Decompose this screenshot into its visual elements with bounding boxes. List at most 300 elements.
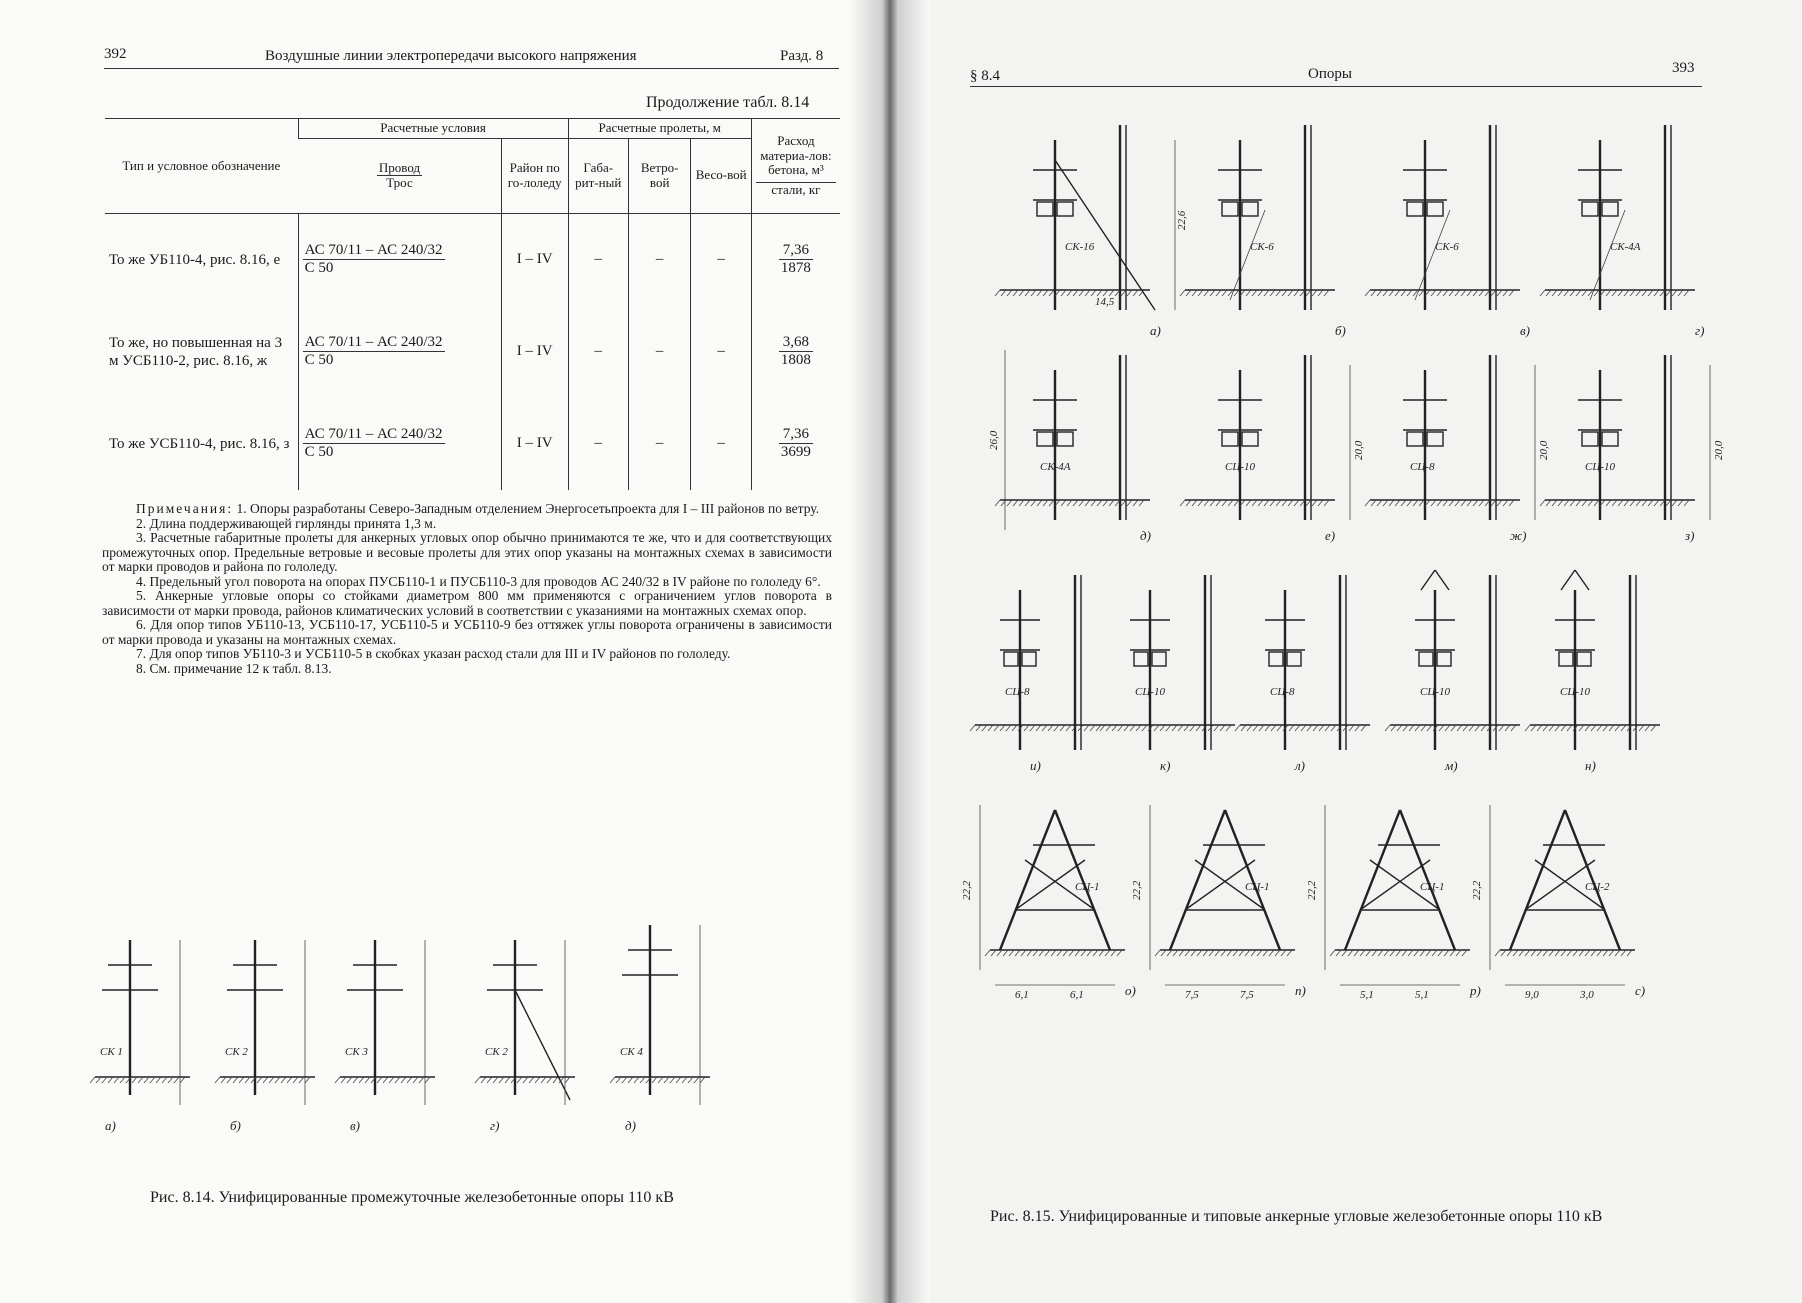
ground-hatch xyxy=(1235,725,1240,731)
cell-steel: 1878 xyxy=(780,260,811,277)
ground-hatch xyxy=(1190,725,1195,731)
insulator-box xyxy=(1419,652,1433,666)
ground-hatch xyxy=(425,1077,430,1083)
notes-heading: Примечания: xyxy=(136,501,234,516)
ground-hatch xyxy=(1031,500,1036,506)
pole-label: СК-4А xyxy=(1610,241,1641,253)
cell-cable: С 50 xyxy=(304,352,334,369)
ground-hatch xyxy=(1301,725,1306,731)
ground-hatch xyxy=(1509,290,1514,296)
ground-hatch xyxy=(1121,500,1126,506)
ground-hatch xyxy=(994,725,999,731)
ground-hatch xyxy=(1445,725,1450,731)
ground-hatch xyxy=(1360,950,1365,956)
ground-hatch xyxy=(1106,725,1111,731)
ground-hatch xyxy=(1180,500,1185,506)
subfigure-label: в) xyxy=(350,1118,360,1133)
ground-hatch xyxy=(1555,950,1560,956)
ground-hatch xyxy=(982,725,987,731)
ground-hatch xyxy=(1127,290,1132,296)
note-8: 8. См. примечание 12 к табл. 8.13. xyxy=(136,660,332,676)
ground-hatch xyxy=(275,1077,280,1083)
ground-hatch xyxy=(1377,290,1382,296)
ground-hatch xyxy=(1591,950,1596,956)
cell-wire-cable xyxy=(298,398,501,490)
dim-base: 5,1 xyxy=(1415,989,1429,1001)
pole-label: СК-6 xyxy=(1435,241,1459,253)
ground-hatch xyxy=(1475,725,1480,731)
ground-hatch xyxy=(1684,290,1689,296)
ground-hatch xyxy=(1210,290,1215,296)
ground-hatch xyxy=(1324,290,1329,296)
ground-hatch xyxy=(622,1077,627,1083)
ground-hatch xyxy=(616,1077,621,1083)
ground-hatch xyxy=(215,1077,220,1083)
running-title-left: Воздушные линии электропередачи высокого напряжения xyxy=(265,48,637,64)
ground-hatch xyxy=(1597,725,1602,731)
ground-hatch xyxy=(1491,290,1496,296)
cell-type: То же, но повышенная на 3 м УСБ110-2, рис. 8.16, ж xyxy=(109,334,283,369)
ground-hatch xyxy=(1133,500,1138,506)
ground-hatch xyxy=(1033,950,1038,956)
ground-hatch xyxy=(1462,950,1467,956)
ground-hatch xyxy=(1654,500,1659,506)
ground-hatch xyxy=(1198,290,1203,296)
ground-hatch xyxy=(245,1077,250,1083)
ground-hatch xyxy=(1069,950,1074,956)
ground-hatch xyxy=(1079,290,1084,296)
tower-leg xyxy=(1170,810,1225,950)
cell-steel: 1808 xyxy=(780,352,811,369)
ground-hatch xyxy=(1312,500,1317,506)
th-design-conditions: Расчетные условия xyxy=(298,119,568,139)
peak xyxy=(1435,570,1449,590)
ground-hatch xyxy=(221,1077,226,1083)
ground-hatch xyxy=(1431,500,1436,506)
ground-hatch xyxy=(1636,290,1641,296)
ground-hatch xyxy=(1389,290,1394,296)
ground-hatch xyxy=(1263,950,1268,956)
ground-hatch xyxy=(1210,500,1215,506)
pole-label: СЦ-1 xyxy=(1420,881,1445,893)
ground-hatch xyxy=(1678,500,1683,506)
dim-height: 22,2 xyxy=(961,880,973,900)
ground-hatch xyxy=(1204,500,1209,506)
ground-hatch xyxy=(481,1077,486,1083)
ground-hatch xyxy=(1331,725,1336,731)
ground-hatch xyxy=(1419,500,1424,506)
ground-hatch xyxy=(1270,290,1275,296)
ground-hatch xyxy=(1085,290,1090,296)
cell-wire: АС 70/11 – АС 240/32 xyxy=(304,426,443,443)
ground-hatch xyxy=(1012,725,1017,731)
ground-hatch xyxy=(1186,290,1191,296)
ground-hatch xyxy=(162,1077,167,1083)
cell-concrete: 7,36 xyxy=(779,426,813,444)
ground-hatch xyxy=(1501,950,1506,956)
ground-hatch xyxy=(1473,290,1478,296)
cell-wind: – xyxy=(628,306,690,398)
ground-hatch xyxy=(1294,500,1299,506)
ground-hatch xyxy=(1558,290,1563,296)
ground-hatch xyxy=(1318,500,1323,506)
ground-hatch xyxy=(1377,500,1382,506)
insulator-box xyxy=(1152,652,1166,666)
ground-hatch xyxy=(1427,725,1432,731)
th-wire: Провод xyxy=(378,159,421,175)
ground-hatch xyxy=(1415,725,1420,731)
subfigure-label: г) xyxy=(1695,323,1705,338)
ground-hatch xyxy=(1226,725,1231,731)
ground-hatch xyxy=(1385,725,1390,731)
ground-hatch xyxy=(1252,290,1257,296)
ground-hatch xyxy=(1081,950,1086,956)
ground-hatch xyxy=(1027,950,1032,956)
ground-hatch xyxy=(1540,290,1545,296)
ground-hatch xyxy=(1543,725,1548,731)
cell-weight: – xyxy=(691,213,751,306)
ground-hatch xyxy=(1419,290,1424,296)
ground-hatch xyxy=(1624,290,1629,296)
ground-hatch xyxy=(1289,725,1294,731)
ground-hatch xyxy=(1180,290,1185,296)
ground-hatch xyxy=(1395,290,1400,296)
ground-hatch xyxy=(1365,290,1370,296)
ground-hatch xyxy=(565,1077,570,1083)
ground-hatch xyxy=(1396,950,1401,956)
ground-hatch xyxy=(988,725,993,731)
ground-hatch xyxy=(227,1077,232,1083)
ground-hatch xyxy=(1672,290,1677,296)
ground-hatch xyxy=(1258,290,1263,296)
ground-hatch xyxy=(1555,725,1560,731)
ground-hatch xyxy=(1612,500,1617,506)
ground-hatch xyxy=(1075,950,1080,956)
ground-hatch xyxy=(1443,290,1448,296)
ground-hatch xyxy=(1160,725,1165,731)
ground-hatch xyxy=(1451,725,1456,731)
ground-hatch xyxy=(1564,500,1569,506)
ground-hatch xyxy=(1282,500,1287,506)
insulator-box xyxy=(1582,432,1598,446)
subfigure-label: и) xyxy=(1030,758,1041,773)
ground-hatch xyxy=(1437,500,1442,506)
ground-hatch xyxy=(1173,950,1178,956)
tower-leg xyxy=(1000,810,1055,950)
ground-hatch xyxy=(1079,500,1084,506)
ground-hatch xyxy=(991,950,996,956)
ground-hatch xyxy=(1133,290,1138,296)
ground-hatch xyxy=(1264,290,1269,296)
subfigure-label: з) xyxy=(1685,528,1695,543)
ground-hatch xyxy=(1395,500,1400,506)
ground-hatch xyxy=(1037,290,1042,296)
subfigure-label: д) xyxy=(625,1118,636,1133)
ground-hatch xyxy=(1019,500,1024,506)
ground-hatch xyxy=(1258,500,1263,506)
ground-hatch xyxy=(150,1077,155,1083)
ground-hatch xyxy=(1585,950,1590,956)
ground-hatch xyxy=(505,1077,510,1083)
ground-hatch xyxy=(1287,950,1292,956)
ground-hatch xyxy=(1552,290,1557,296)
th-wind: Ветро-вой xyxy=(628,138,690,213)
dim-height: 22,2 xyxy=(1471,880,1483,900)
ground-hatch xyxy=(419,1077,424,1083)
ground-hatch xyxy=(1621,950,1626,956)
ground-hatch xyxy=(1066,725,1071,731)
ground-hatch xyxy=(1112,725,1117,731)
ground-hatch xyxy=(1281,950,1286,956)
cell-type: То же УБ110-4, рис. 8.16, е xyxy=(109,251,281,268)
ground-hatch xyxy=(1597,950,1602,956)
ground-hatch xyxy=(1573,950,1578,956)
ground-hatch xyxy=(1042,725,1047,731)
ground-hatch xyxy=(535,1077,540,1083)
ground-hatch xyxy=(1085,500,1090,506)
ground-hatch xyxy=(1099,950,1104,956)
ground-hatch xyxy=(1276,500,1281,506)
ground-hatch xyxy=(281,1077,286,1083)
ground-hatch xyxy=(1618,500,1623,506)
ground-hatch xyxy=(610,1077,615,1083)
ground-hatch xyxy=(1306,500,1311,506)
ground-hatch xyxy=(293,1077,298,1083)
ground-hatch xyxy=(1313,725,1318,731)
pole-label: СЦ-8 xyxy=(1005,686,1030,698)
ground-hatch xyxy=(1639,725,1644,731)
guy-wire xyxy=(1055,160,1155,310)
ground-hatch xyxy=(1585,725,1590,731)
ground-hatch xyxy=(1105,950,1110,956)
note-5: 5. Анкерные угловые опоры со стойками диаметром 800 мм применяются с ограничением углов поворота в зависимости от марки провода, районов климатических условий в соответствии с указаниями на монтажных схемах опор. xyxy=(102,588,832,618)
ground-hatch xyxy=(1204,290,1209,296)
dim-height: 22,2 xyxy=(1306,880,1318,900)
ground-hatch xyxy=(970,725,975,731)
ground-hatch xyxy=(1073,290,1078,296)
ground-hatch xyxy=(1455,290,1460,296)
cell-cable: С 50 xyxy=(304,444,334,461)
ground-hatch xyxy=(1383,500,1388,506)
dim-height: 20,0 xyxy=(1538,440,1550,460)
ground-hatch xyxy=(1093,950,1098,956)
ground-hatch xyxy=(1461,500,1466,506)
ground-hatch xyxy=(1549,725,1554,731)
ground-hatch xyxy=(90,1077,95,1083)
ground-hatch xyxy=(1588,500,1593,506)
insulator-box xyxy=(1242,202,1258,216)
table-row xyxy=(105,213,840,306)
ground-hatch xyxy=(1603,725,1608,731)
insulator-box xyxy=(1559,652,1573,666)
ground-hatch xyxy=(1431,290,1436,296)
figure-8-15 xyxy=(960,100,1725,1160)
ground-hatch xyxy=(1001,290,1006,296)
cell-steel: 3699 xyxy=(780,444,811,461)
ground-hatch xyxy=(1461,290,1466,296)
ground-hatch xyxy=(1636,500,1641,506)
ground-hatch xyxy=(1203,950,1208,956)
ground-hatch xyxy=(1196,725,1201,731)
ground-hatch xyxy=(1130,725,1135,731)
ground-hatch xyxy=(1378,950,1383,956)
th-consumption xyxy=(751,119,840,214)
ground-hatch xyxy=(1306,290,1311,296)
ground-hatch xyxy=(359,1077,364,1083)
ground-hatch xyxy=(102,1077,107,1083)
ground-hatch xyxy=(1198,500,1203,506)
ground-hatch xyxy=(1073,500,1078,506)
insulator-box xyxy=(1602,202,1618,216)
pole-label: СК 4 xyxy=(620,1046,643,1058)
ground-hatch xyxy=(1307,725,1312,731)
ground-hatch xyxy=(1288,290,1293,296)
guy-wire xyxy=(1230,210,1265,300)
insulator-box xyxy=(1407,202,1423,216)
subfigure-label: п) xyxy=(1295,983,1306,998)
ground-hatch xyxy=(1609,950,1614,956)
dim-base: 7,5 xyxy=(1185,989,1199,1001)
ground-hatch xyxy=(1443,500,1448,506)
ground-hatch xyxy=(1684,500,1689,506)
ground-hatch xyxy=(353,1077,358,1083)
ground-hatch xyxy=(114,1077,119,1083)
ground-hatch xyxy=(1007,290,1012,296)
ground-hatch xyxy=(553,1077,558,1083)
ground-hatch xyxy=(1241,725,1246,731)
ground-hatch xyxy=(1564,290,1569,296)
dim-height: 22,6 xyxy=(1176,210,1188,230)
insulator-box xyxy=(1427,432,1443,446)
ground-hatch xyxy=(1234,500,1239,506)
ground-hatch xyxy=(1246,290,1251,296)
insulator-box xyxy=(1057,432,1073,446)
ground-hatch xyxy=(1228,500,1233,506)
dim-base: 9,0 xyxy=(1525,989,1539,1001)
ground-hatch xyxy=(1111,950,1116,956)
ground-hatch xyxy=(1672,500,1677,506)
ground-hatch xyxy=(365,1077,370,1083)
ground-hatch xyxy=(1561,725,1566,731)
dim-base: 6,1 xyxy=(1070,989,1084,1001)
ground-hatch xyxy=(1678,290,1683,296)
ground-hatch xyxy=(1576,500,1581,506)
insulator-box xyxy=(1582,202,1598,216)
ground-hatch xyxy=(1142,725,1147,731)
ground-hatch xyxy=(1091,500,1096,506)
ground-hatch xyxy=(547,1077,552,1083)
ground-hatch xyxy=(1288,500,1293,506)
ground-hatch xyxy=(1025,290,1030,296)
note-1: Примечания: 1. Опоры разработаны Северо-Западным отделением Энергосетьпроекта для I – III районов по ветру. xyxy=(136,501,820,516)
ground-hatch xyxy=(1060,725,1065,731)
ground-hatch xyxy=(487,1077,492,1083)
ground-hatch xyxy=(1609,725,1614,731)
dim-height: 20,0 xyxy=(1353,440,1365,460)
ground-hatch xyxy=(1118,725,1123,731)
ground-hatch xyxy=(1167,950,1172,956)
ground-hatch xyxy=(1618,290,1623,296)
ground-hatch xyxy=(1109,500,1114,506)
pole-label: СЦ-1 xyxy=(1075,881,1100,893)
dim-base: 5,1 xyxy=(1360,989,1374,1001)
ground-hatch xyxy=(269,1077,274,1083)
ground-hatch xyxy=(1325,725,1330,731)
cell-wire-cable xyxy=(298,213,501,306)
ground-hatch xyxy=(688,1077,693,1083)
insulator-box xyxy=(1287,652,1301,666)
ground-hatch xyxy=(1259,725,1264,731)
ground-hatch xyxy=(1021,950,1026,956)
ground-hatch xyxy=(1615,950,1620,956)
tower-leg xyxy=(1400,810,1455,950)
pole-label: СК-4А xyxy=(1040,461,1071,473)
ground-hatch xyxy=(1642,500,1647,506)
insulator-box xyxy=(1437,652,1451,666)
subfigure-label: а) xyxy=(1150,323,1161,338)
ground-hatch xyxy=(1365,500,1370,506)
ground-hatch xyxy=(1627,950,1632,956)
ground-hatch xyxy=(299,1077,304,1083)
ground-hatch xyxy=(1497,290,1502,296)
ground-hatch xyxy=(1355,725,1360,731)
ground-hatch xyxy=(1444,950,1449,956)
cell-gabarit: – xyxy=(568,306,628,398)
ground-hatch xyxy=(1139,500,1144,506)
ground-hatch xyxy=(1390,950,1395,956)
ground-hatch xyxy=(1246,500,1251,506)
ground-hatch xyxy=(341,1077,346,1083)
ground-hatch xyxy=(1543,950,1548,956)
ground-hatch xyxy=(640,1077,645,1083)
ground-hatch xyxy=(1166,725,1171,731)
ground-hatch xyxy=(1051,950,1056,956)
ground-hatch xyxy=(1401,500,1406,506)
pole-label: СК 3 xyxy=(345,1046,368,1058)
ground-hatch xyxy=(1371,500,1376,506)
ground-hatch xyxy=(1437,290,1442,296)
ground-hatch xyxy=(120,1077,125,1083)
dim-base: 14,5 xyxy=(1095,296,1115,308)
ground-hatch xyxy=(1426,950,1431,956)
ground-hatch xyxy=(1513,950,1518,956)
ground-hatch xyxy=(1063,950,1068,956)
cell-type: То же УСБ110-4, рис. 8.16, з xyxy=(109,435,290,452)
ground-hatch xyxy=(1084,725,1089,731)
ground-hatch xyxy=(1214,725,1219,731)
page-number-left: 392 xyxy=(104,46,127,62)
cell-wind: – xyxy=(628,398,690,490)
ground-hatch xyxy=(1407,290,1412,296)
ground-hatch xyxy=(1666,500,1671,506)
ground-hatch xyxy=(1479,500,1484,506)
ground-hatch xyxy=(1234,290,1239,296)
ground-hatch xyxy=(1090,725,1095,731)
cell-weight: – xyxy=(691,398,751,490)
table-row xyxy=(105,398,840,490)
ground-hatch xyxy=(1537,725,1542,731)
ground-hatch xyxy=(1179,950,1184,956)
ground-hatch xyxy=(1371,290,1376,296)
ground-hatch xyxy=(1409,725,1414,731)
ground-hatch xyxy=(1103,500,1108,506)
ground-hatch xyxy=(700,1077,705,1083)
ground-hatch xyxy=(1061,500,1066,506)
cell-gabarit: – xyxy=(568,398,628,490)
ground-hatch xyxy=(377,1077,382,1083)
ground-hatch xyxy=(1003,950,1008,956)
figure-8-14-caption: Рис. 8.14. Унифицированные промежуточные железобетонные опоры 110 кВ xyxy=(150,1189,674,1206)
